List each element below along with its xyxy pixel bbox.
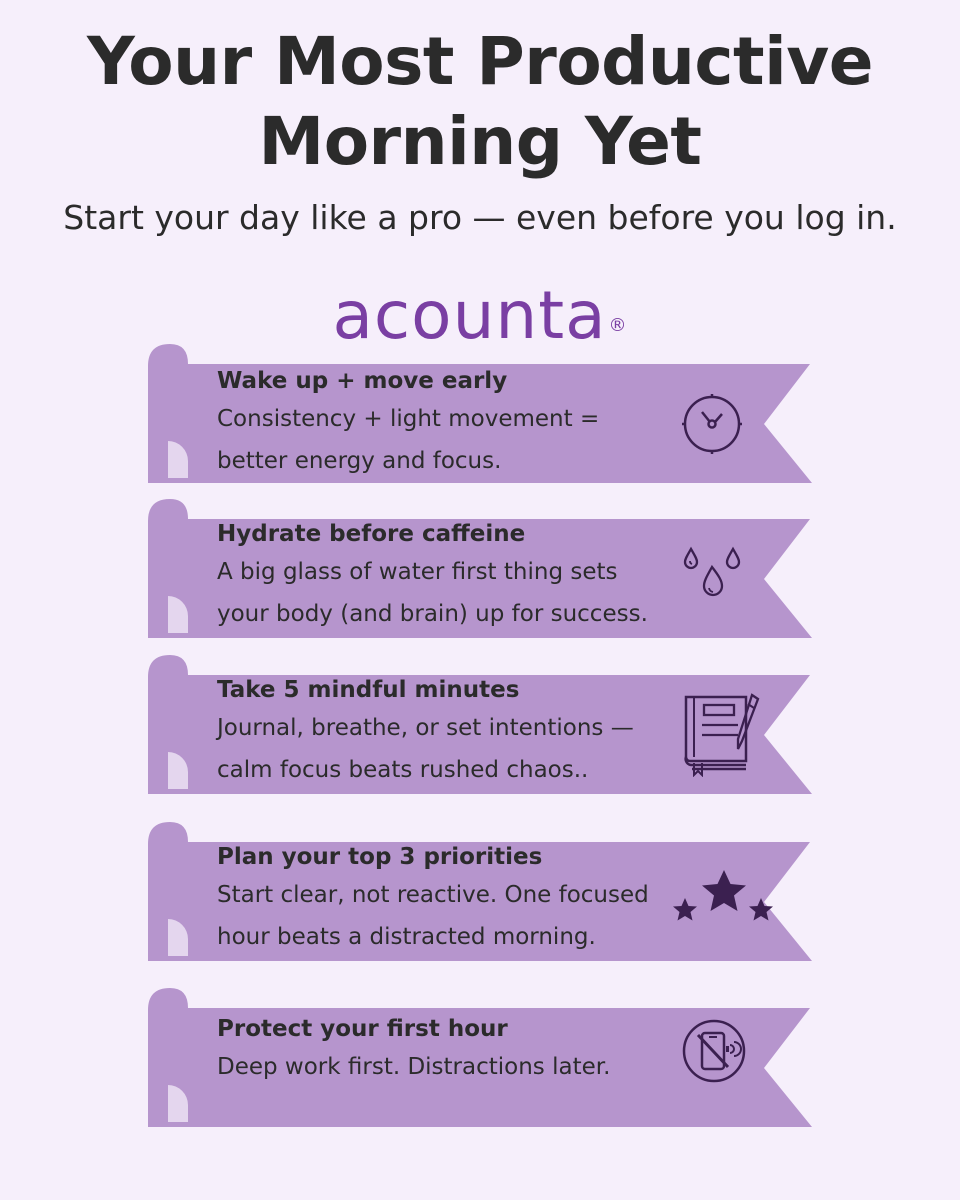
- registered-mark: ®: [608, 315, 628, 336]
- brand-name: acounta: [332, 277, 607, 354]
- tip-card-3: [148, 655, 812, 795]
- page-subtitle: Start your day like a pro — even before you log in.: [63, 198, 897, 237]
- tip-heading: Take 5 mindful minutes: [217, 677, 520, 703]
- tip-heading: Hydrate before caffeine: [217, 521, 526, 547]
- tip-card-5: [148, 988, 812, 1128]
- tip-card-4: [148, 822, 812, 962]
- title-line-2: Morning Yet: [258, 103, 702, 180]
- title-line-1: Your Most Productive: [87, 23, 873, 100]
- tip-card-1: [148, 344, 812, 484]
- tip-body: Deep work first. Distractions later.: [217, 1054, 611, 1080]
- clock-icon: [680, 392, 744, 456]
- tip-body: Journal, breathe, or set intentions — calm focus beats rushed chaos..: [217, 715, 634, 783]
- journal-pencil-icon: [682, 691, 766, 777]
- tip-heading: Wake up + move early: [217, 368, 508, 394]
- three-stars-icon: [668, 868, 778, 932]
- page-title: [0, 22, 960, 182]
- tip-body: A big glass of water first thing sets your body (and brain) up for success.: [217, 559, 648, 627]
- tip-heading: Protect your first hour: [217, 1016, 508, 1042]
- water-drops-icon: [682, 545, 746, 609]
- tip-card-2: [148, 499, 812, 639]
- tip-body: Consistency + light movement = better energy and focus.: [217, 406, 600, 474]
- tip-body: Start clear, not reactive. One focused hour beats a distracted morning.: [217, 882, 649, 950]
- no-phone-icon: [680, 1017, 748, 1085]
- tip-heading: Plan your top 3 priorities: [217, 844, 543, 870]
